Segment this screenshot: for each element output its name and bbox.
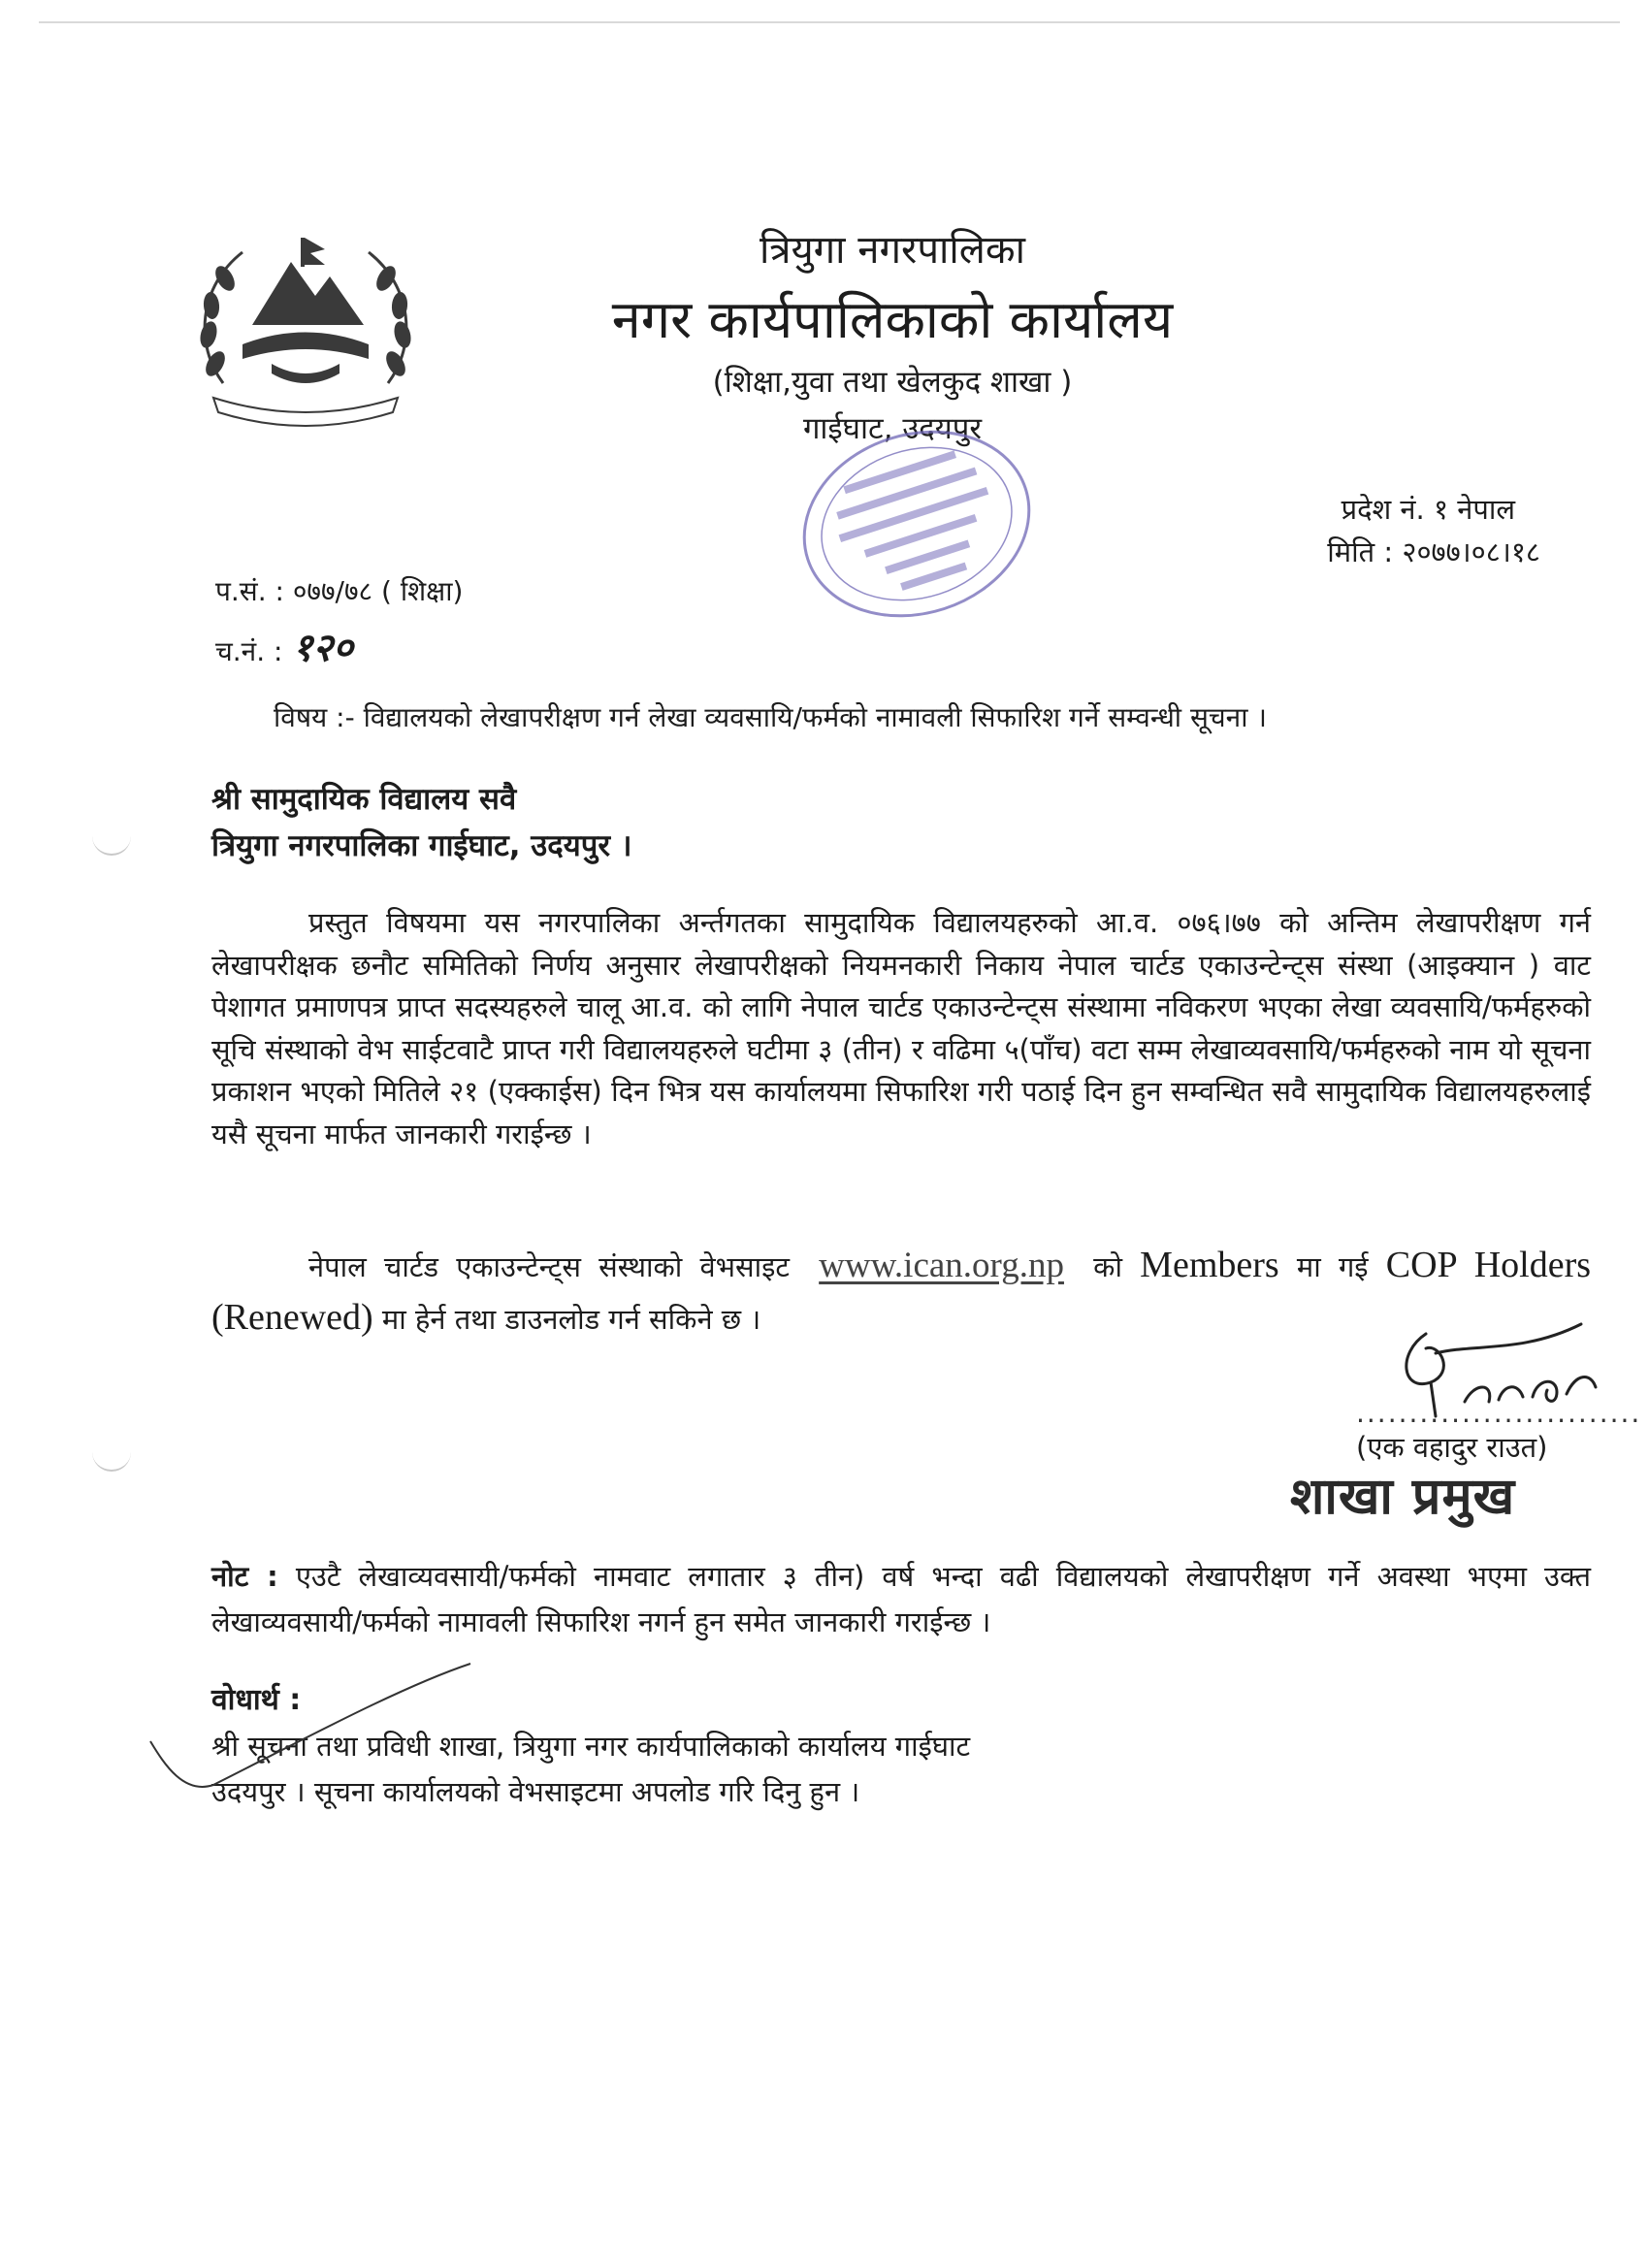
note-label: नोट :	[211, 1560, 278, 1593]
subject-line: विषय :- विद्यालयको लेखापरीक्षण गर्न लेखा व्यवसायि/फर्मको नामावली सिफारिश गर्ने सम्वन्धी सूचना ।	[274, 701, 1267, 733]
para2-end: मा हेर्न तथा डाउनलोड गर्न सकिने छ ।	[381, 1303, 761, 1336]
punch-hole-mark	[92, 1450, 131, 1472]
office-name: नगर कार्यपालिकाको कार्यालय	[611, 289, 1174, 350]
dispatch-label: च.नं. :	[215, 635, 283, 667]
signer-title: शाखा प्रमुख	[1290, 1468, 1516, 1526]
para2-mid: को	[1093, 1250, 1122, 1283]
ican-website-link[interactable]: www.ican.org.np	[819, 1246, 1064, 1285]
bodhartha-line-2: उदयपुर । सूचना कार्यालयको वेभसाइटमा अपलोड गरि दिनु हुन ।	[211, 1775, 860, 1808]
para2-start: नेपाल चार्टड एकाउन्टेन्ट्स संस्थाको वेभसाइट	[308, 1250, 790, 1283]
body-paragraph-2	[211, 1240, 1591, 1345]
dispatch-handwritten: १२०	[292, 625, 353, 670]
bodhartha-line-1: श्री सूचना तथा प्रविधी शाखा, त्रियुगा नगर कार्यपालिकाको कार्यालय गाईघाट	[211, 1730, 971, 1763]
letter-date: मिति : २०७७।०८।१८	[1327, 535, 1540, 568]
bodhartha-label: वोधार्थ :	[211, 1683, 302, 1717]
page-top-edge	[39, 21, 1620, 23]
dispatch-number	[215, 619, 353, 672]
section-name: (शिक्षा,युवा तथा खेलकुद शाखा )	[712, 365, 1073, 400]
pen-tick-mark-icon	[146, 1649, 475, 1804]
signer-name: (एक वहादुर राउत)	[1356, 1431, 1548, 1464]
office-stamp-icon	[786, 412, 1048, 635]
note-block	[211, 1554, 1591, 1645]
members-text: Members	[1140, 1245, 1279, 1285]
office-location: गाईघाट, उदयपुर	[802, 411, 983, 446]
body-paragraph-1: प्रस्तुत विषयमा यस नगरपालिका अर्न्तगतका सामुदायिक विद्यालयहरुको आ.व. ०७६।७७ को अन्तिम लेखापरीक्षण गर्न लेखापरीक्षक छनौट समितिको निर्णय अनुसार लेखापरीक्षको नियमनकारी निकाय नेपाल चार्टड एकाउन्टेन्ट्स संस्था (आइक्यान ) वाट पेशागत प्रमाणपत्र प्राप्त सदस्यहरुले चालू आ.व. को लागि नेपाल चार्टड एकाउन्टेन्ट्स संस्थामा नविकरण भएका लेखा व्यवसायि/फर्महरुको सूचि संस्थाको वेभ साईटवाटै प्राप्त गरी विद्यालयहरुले घटीमा ३ (तीन) र वढिमा ५(पाँच) वटा सम्म लेखाव्यवसायि/फर्महरुको नाम यो सूचना प्रकाशन भएको मितिले २१ (एक्काईस) दिन भित्र यस कार्यालयमा सिफारिश गरी पठाई दिन हुन सम्वन्धित सवै सामुदायिक विद्यालयहरुलाई यसै सूचना मार्फत जानकारी गराईन्छ ।	[211, 906, 1591, 1150]
addressee-line-2: त्रियुगा नगरपालिका गाईघाट, उदयपुर ।	[211, 828, 632, 863]
addressee-line-1: श्री सामुदायिक विद्यालय सवै	[211, 782, 517, 817]
punch-hole-mark	[92, 834, 131, 856]
para2-mid2: मा गई	[1296, 1250, 1369, 1283]
cop-holders-text: COP Holders (Renewed)	[211, 1245, 1592, 1338]
note-text: एउटै लेखाव्यवसायी/फर्मको नामवाट लगातार ३ तीन) वर्ष भन्दा वढी विद्यालयको लेखापरीक्षण गर्ने अवस्था भएमा उक्त लेखाव्यवसायी/फर्मको नामावली सिफारिश नगर्न हुन समेत जानकारी गराईन्छ ।	[211, 1560, 1592, 1638]
signature-dotted-line: ...........................	[1356, 1397, 1642, 1429]
municipality-name: त्रियुगा नगरपालिका	[760, 228, 1025, 273]
reference-number: प.सं. : ०७७/७८ ( शिक्षा)	[215, 575, 464, 607]
province-label: प्रदेश नं. १ नेपाल	[1341, 493, 1515, 526]
